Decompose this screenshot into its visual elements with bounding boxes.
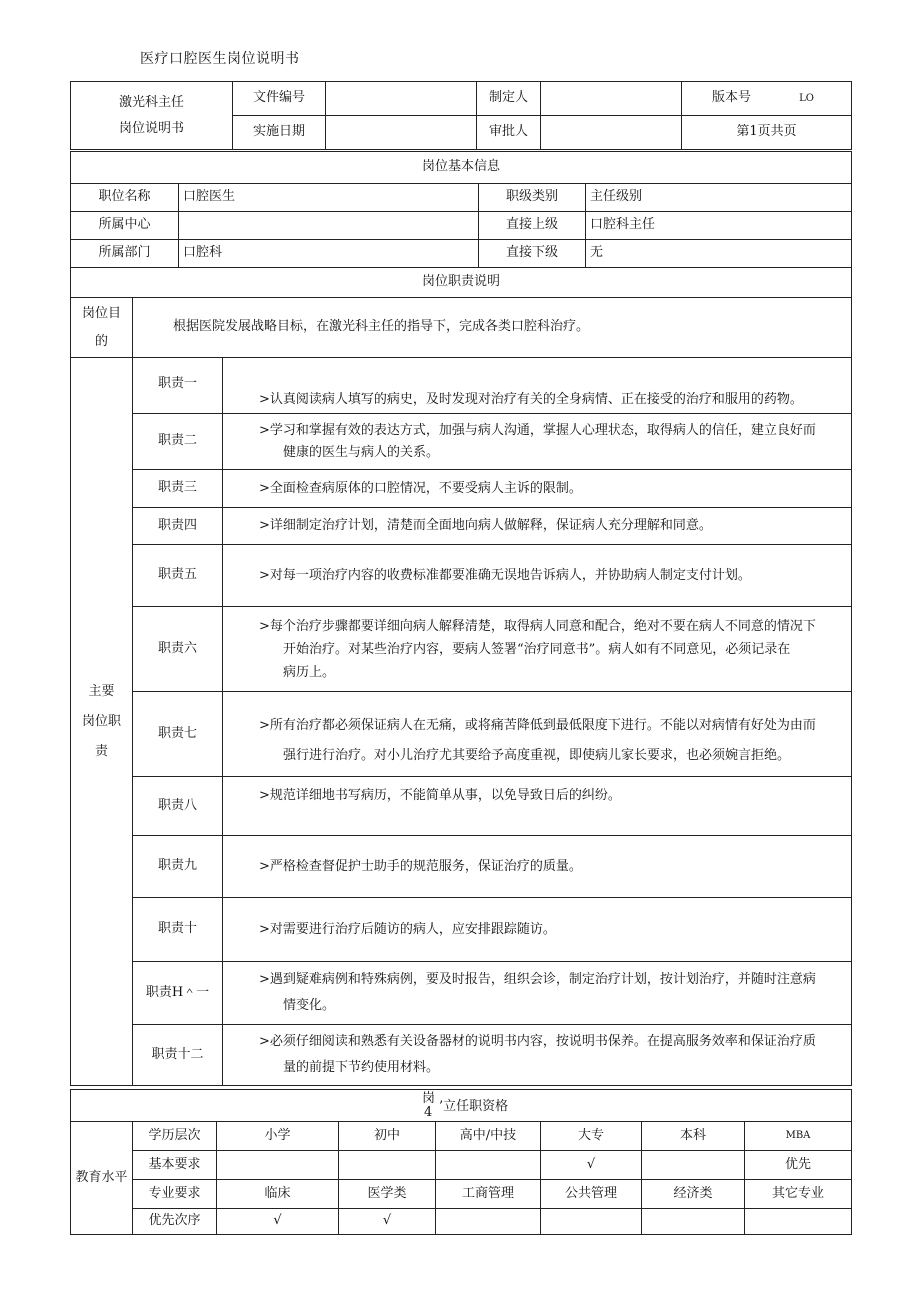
qual-title-part-c: ’立任职资格	[439, 1099, 509, 1114]
position-name-label: 职位名称	[71, 184, 179, 212]
duty-line: 情变化。	[283, 998, 336, 1013]
purpose-label-line2: 的	[94, 333, 108, 349]
duty-text	[223, 414, 852, 470]
prepared-by-label: 制定人	[477, 82, 541, 116]
duty-text	[223, 898, 852, 962]
main-label-line1: 主要	[88, 683, 115, 699]
superior-value: 口腔科主任	[586, 212, 852, 240]
document-title: 医疗口腔医生岗位说明书	[140, 51, 300, 67]
duty-line: 开始治疗。对某些治疗内容，要病人签署“治疗同意书”。病人如有不同意见，必须记录在	[283, 641, 791, 657]
basic-info-title: 岗位基本信息	[71, 152, 852, 184]
qual-cell	[436, 1151, 541, 1180]
qual-cell: 高中/中技	[436, 1122, 541, 1151]
subordinate-label: 直接下级	[479, 240, 586, 268]
qual-cell: 本科	[642, 1122, 745, 1151]
main-duties-label	[71, 358, 133, 1086]
purpose-label-line1: 岗位目	[81, 305, 121, 321]
version-value: LO	[799, 93, 814, 105]
qual-cell: 优先	[745, 1151, 852, 1180]
qual-cell: √	[541, 1151, 642, 1180]
duty-text	[223, 358, 852, 414]
duty-line: >必须仔细阅读和熟悉有关设备器材的说明书内容，按说明书保养。在提高服务效率和保证治疗质	[259, 1034, 816, 1049]
dept-value: 口腔科	[179, 240, 479, 268]
duty-line: >全面检查病原体的口腔情况，不要受病人主诉的限制。	[259, 480, 582, 496]
qual-cell: 小学	[217, 1122, 339, 1151]
qual-title-part-b: 4	[424, 1105, 433, 1120]
file-no-value	[326, 82, 477, 116]
file-no-label: 文件编号	[233, 82, 326, 116]
duty-line: 健康的医生与病人的关系。	[283, 444, 440, 460]
effective-date-label: 实施日期	[233, 116, 326, 150]
qual-cell	[642, 1151, 745, 1180]
qual-cell: 工商管理	[436, 1180, 541, 1209]
duty-text	[223, 470, 852, 508]
basic-info-table	[70, 151, 852, 298]
duties-title: 岗位职责说明	[71, 268, 852, 298]
page-info: 第1页共页	[682, 116, 852, 150]
header-left-line1: 激光科主任	[118, 94, 184, 110]
duty-line: 量的前提下节约使用材料。	[283, 1060, 440, 1075]
duty-text	[223, 607, 852, 692]
header-left-line2: 岗位说明书	[118, 120, 184, 136]
duty-label: 职责八	[133, 777, 223, 836]
qual-cell: MBA	[745, 1122, 852, 1151]
duty-label: 职责十	[133, 898, 223, 962]
duty-line: >对每一项治疗内容的收费标准都要准确无误地告诉病人，并协助病人制定支付计划。	[259, 567, 751, 583]
qual-row-label: 专业要求	[133, 1180, 217, 1209]
center-label: 所属中心	[71, 212, 179, 240]
qual-cell	[217, 1151, 339, 1180]
subordinate-value: 无	[586, 240, 852, 268]
duty-label: 职责六	[133, 607, 223, 692]
duty-line: 强行进行治疗。对小儿治疗尤其要给予高度重视，即使病儿家长要求，也必须婉言拒绝。	[283, 748, 791, 763]
approved-by-value	[541, 116, 682, 150]
duty-line: >规范详细地书写病历，不能简单从事，以免导致日后的纠纷。	[259, 788, 621, 803]
duty-line: >遇到疑难病例和特殊病例，要及时报告，组织会诊，制定治疗计划，按计划治疗，并随时注意病	[259, 972, 816, 987]
qual-cell	[541, 1209, 642, 1235]
qual-cell: √	[217, 1209, 339, 1235]
duty-line: >严格检查督促护士助手的规范服务，保证治疗的质量。	[259, 858, 582, 874]
qual-title-part-a: 岗	[422, 1091, 436, 1106]
qual-cell: 经济类	[642, 1180, 745, 1209]
grade-value: 主任级别	[586, 184, 852, 212]
duty-line: >认真阅读病人填写的病史，及时发现对治疗有关的全身病情、正在接受的治疗和服用的药物。	[259, 392, 803, 407]
grade-label: 职级类别	[479, 184, 586, 212]
duty-label: 职责十二	[133, 1025, 223, 1086]
qual-cell: 公共管理	[541, 1180, 642, 1209]
qual-row-label: 学历层次	[133, 1122, 217, 1151]
duty-line: >所有治疗都必须保证病人在无痛，或将痛苦降低到最低限度下进行。不能以对病情有好处为由而	[259, 718, 816, 733]
header-left-cell	[71, 82, 233, 150]
duty-text	[223, 777, 852, 836]
dept-label: 所属部门	[71, 240, 179, 268]
qual-cell: 临床	[217, 1180, 339, 1209]
qual-row-label: 优先次序	[133, 1209, 217, 1235]
duty-label: 职责七	[133, 692, 223, 777]
purpose-label	[71, 298, 133, 358]
duty-text	[223, 545, 852, 607]
duty-label: 职责三	[133, 470, 223, 508]
duty-text	[223, 962, 852, 1025]
duty-text	[223, 1025, 852, 1086]
qual-row-label: 基本要求	[133, 1151, 217, 1180]
duty-label: 职责四	[133, 508, 223, 545]
duty-label: 职责九	[133, 836, 223, 898]
prepared-by-value	[541, 82, 682, 116]
duty-label: 职责五	[133, 545, 223, 607]
qual-cell: 其它专业	[745, 1180, 852, 1209]
center-value	[179, 212, 479, 240]
duty-line: >每个治疗步骤都要详细向病人解释清楚，取得病人同意和配合，绝对不要在病人不同意的情况下	[259, 618, 816, 634]
superior-label: 直接上级	[479, 212, 586, 240]
duty-text	[223, 508, 852, 545]
qual-cell: √	[339, 1209, 436, 1235]
duty-text	[223, 692, 852, 777]
duty-line: >详细制定治疗计划，清楚而全面地向病人做解释，保证病人充分理解和同意。	[259, 518, 712, 533]
qual-cell	[436, 1209, 541, 1235]
duties-table	[70, 357, 852, 1086]
duty-label: 职责二	[133, 414, 223, 470]
version-label: 版本号	[712, 90, 752, 106]
effective-date-value	[326, 116, 477, 150]
duty-label: 职责一	[133, 358, 223, 414]
qual-cell	[745, 1209, 852, 1235]
main-label-line3: 责	[94, 743, 108, 759]
duty-label: 职责H＾一	[133, 962, 223, 1025]
position-name-value: 口腔医生	[179, 184, 479, 212]
header-table	[70, 81, 852, 150]
qualifications-table	[70, 1089, 852, 1235]
purpose-table	[70, 297, 852, 358]
duty-line: 病历上。	[283, 664, 336, 680]
qual-cell: 初中	[339, 1122, 436, 1151]
qualifications-title	[71, 1090, 852, 1122]
duty-text	[223, 836, 852, 898]
qual-cell: 大专	[541, 1122, 642, 1151]
qual-cell	[339, 1151, 436, 1180]
purpose-text: 根据医院发展战略目标，在激光科主任的指导下，完成各类口腔科治疗。	[133, 298, 852, 358]
main-label-line2: 岗位职	[81, 713, 121, 729]
duty-line: >学习和掌握有效的表达方式，加强与病人沟通，掌握人心理状态，取得病人的信任，建立良好而	[259, 422, 816, 438]
qual-cell	[642, 1209, 745, 1235]
version-cell	[682, 82, 852, 116]
qual-cell: 医学类	[339, 1180, 436, 1209]
edu-level-label: 教育水平	[71, 1122, 133, 1235]
duty-line: >对需要进行治疗后随访的病人，应安排跟踪随访。	[259, 921, 556, 937]
approved-by-label: 审批人	[477, 116, 541, 150]
